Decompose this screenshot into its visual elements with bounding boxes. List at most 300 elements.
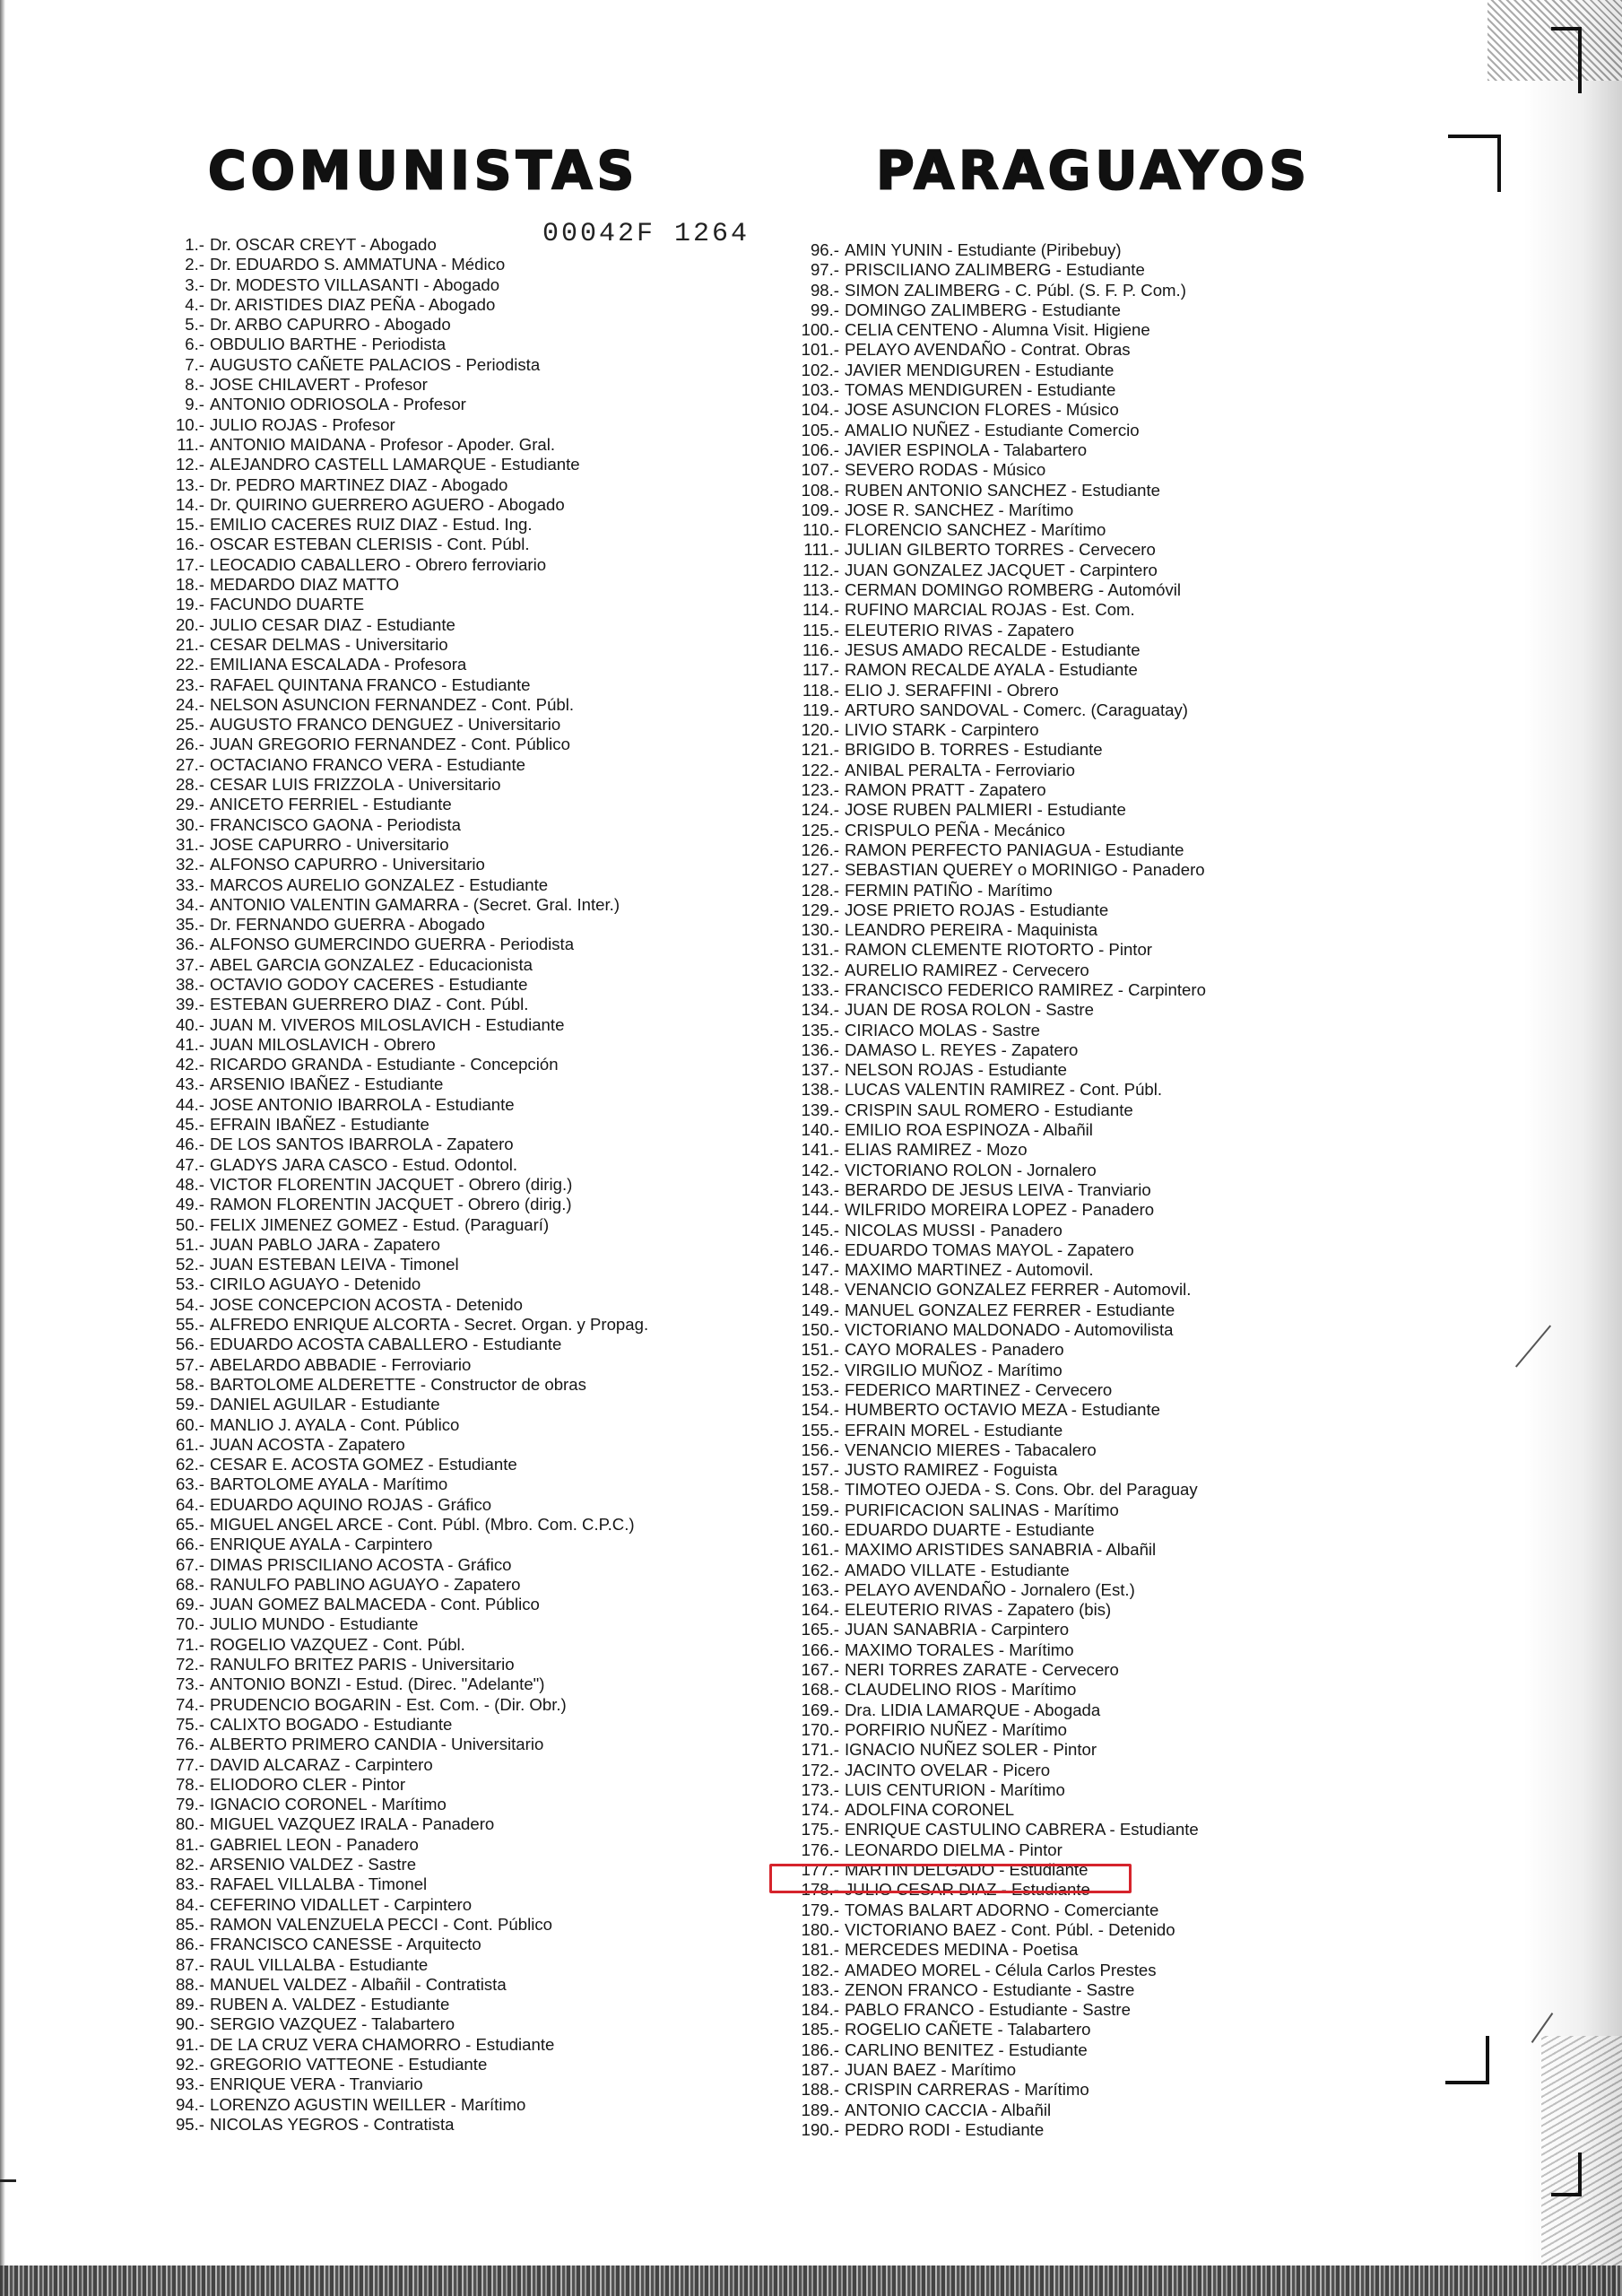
crop-mark [1448,135,1501,192]
list-entry [771,320,1345,340]
entry-number: 46.- [175,1135,204,1154]
entry-number: 2.- [185,255,204,274]
list-entry [134,675,780,695]
crop-mark [1445,2036,1489,2084]
list-entry [771,1920,1345,1940]
entry-text: MARTIN DELGADO - Estudiante [845,1860,1089,1880]
entry-text: ALFONSO CAPURRO - Universitario [210,855,485,874]
list-entry [134,1215,780,1235]
entry-number: 128.- [801,880,839,900]
entry-text: FERMIN PATIÑO - Marítimo [845,880,1053,900]
entry-text: RAMON VALENZUELA PECCI - Cont. Público [210,1914,552,1934]
entry-text: RAFAEL QUINTANA FRANCO - Estudiante [210,674,531,694]
entry-text: RAFAEL VILLALBA - Timonel [210,1874,428,1894]
entry-number: 127.- [801,860,839,880]
entry-number: 164.- [801,1600,839,1620]
list-entry [771,1660,1345,1680]
entry-text: JOSE R. SANCHEZ - Marítimo [845,500,1074,519]
list-entry [771,761,1345,780]
entry-number: 175.- [801,1820,839,1839]
list-entry [771,1140,1345,1160]
entry-number: 146.- [801,1239,839,1259]
list-entry [134,1755,780,1775]
list-entry [134,1575,780,1595]
entry-number: 10.- [175,414,204,434]
list-entry [771,740,1345,760]
list-entry [771,1440,1345,1460]
entry-text: OBDULIO BARTHE - Periodista [210,335,447,354]
list-entry [134,1175,780,1195]
entry-text: DAVID ALCARAZ - Carpintero [210,1754,433,1774]
entry-number: 6.- [185,335,204,354]
list-entry [134,1635,780,1655]
reference-number-stamp: 00042F 1264 [542,219,750,249]
entry-text: AMALIO NUÑEZ - Estudiante Comercio [845,420,1140,439]
list-entry [134,1595,780,1614]
list-entry [134,1775,780,1795]
entry-text: JUAN GOMEZ BALMACEDA - Cont. Público [210,1595,540,1614]
entry-number: 34.- [175,894,204,914]
entry-text: JOSE ASUNCION FLORES - Músico [845,400,1119,420]
entry-text: AUGUSTO CAÑETE PALACIOS - Periodista [210,354,541,374]
entry-number: 53.- [175,1274,204,1294]
list-entry [134,475,780,495]
list-entry [134,515,780,535]
list-entry [771,1820,1345,1839]
list-entry [771,1080,1345,1100]
entry-text: Dr. ARISTIDES DIAZ PEÑA - Abogado [210,294,496,314]
entry-number: 83.- [175,1874,204,1894]
list-entry [771,1500,1345,1520]
list-entry [134,1935,780,1954]
crop-mark [1551,27,1582,93]
list-entry [134,1375,780,1395]
list-entry [134,635,780,655]
scan-right-shadow [1523,0,1622,2296]
entry-number: 183.- [801,1979,839,1999]
entry-number: 67.- [175,1554,204,1574]
list-entry [134,615,780,635]
entry-number: 28.- [175,775,204,795]
entry-number: 153.- [801,1379,839,1399]
list-entry [134,1795,780,1814]
entry-number: 61.- [175,1434,204,1454]
entry-text: IGNACIO NUÑEZ SOLER - Pintor [845,1740,1097,1760]
entry-number: 45.- [175,1115,204,1135]
entry-number: 137.- [801,1060,839,1080]
entry-text: Dr. QUIRINO GUERRERO AGUERO - Abogado [210,494,565,514]
list-entry [134,575,780,595]
list-entry [134,655,780,674]
list-entry [771,900,1345,920]
entry-text: LEOCADIO CABALLERO - Obrero ferroviario [210,554,547,574]
list-entry [771,1761,1345,1780]
entry-number: 160.- [801,1520,839,1539]
list-entry [134,1315,780,1335]
entry-text: MERCEDES MEDINA - Poetisa [845,1940,1079,1960]
right-name-list [771,240,1345,2140]
entry-number: 125.- [801,820,839,839]
entry-number: 179.- [801,1900,839,1919]
entry-text: SIMON ZALIMBERG - C. Públ. (S. F. P. Com.) [845,280,1186,300]
entry-number: 62.- [175,1455,204,1474]
list-entry [134,1474,780,1494]
entry-number: 17.- [175,554,204,574]
entry-text: JUAN DE ROSA ROLON - Sastre [845,1000,1094,1020]
list-entry [771,1060,1345,1080]
entry-number: 116.- [802,639,839,659]
entry-number: 120.- [801,720,839,740]
entry-number: 97.- [810,260,839,280]
entry-number: 157.- [801,1460,839,1480]
list-entry [134,235,780,255]
entry-number: 166.- [801,1639,839,1659]
entry-text: Dr. OSCAR CREYT - Abogado [210,235,437,254]
list-entry [134,1655,780,1674]
entry-text: JOSE PRIETO ROJAS - Estudiante [845,900,1109,919]
list-entry [771,2120,1345,2140]
entry-number: 75.- [175,1714,204,1734]
entry-text: CESAR E. ACOSTA GOMEZ - Estudiante [210,1455,517,1474]
list-entry [134,835,780,855]
entry-number: 180.- [801,1919,839,1939]
list-entry [771,860,1345,880]
list-entry [771,500,1345,520]
list-entry [134,735,780,754]
entry-text: JUSTO RAMIREZ - Foguista [845,1460,1058,1480]
entry-text: JOSE CHILAVERT - Profesor [210,375,428,395]
entry-text: Dr. ARBO CAPURRO - Abogado [210,315,451,335]
entry-number: 78.- [175,1774,204,1794]
entry-number: 185.- [801,2020,839,2039]
entry-text: MIGUEL ANGEL ARCE - Cont. Públ. (Mbro. Com. C.P.C.) [210,1515,635,1534]
entry-number: 84.- [175,1894,204,1914]
entry-text: Dr. FERNANDO GUERRA - Abogado [210,915,485,935]
entry-number: 44.- [175,1094,204,1114]
entry-number: 155.- [801,1420,839,1439]
entry-text: CESAR LUIS FRIZZOLA - Universitario [210,775,501,795]
list-entry [134,915,780,935]
entry-number: 33.- [175,874,204,894]
list-entry [134,495,780,515]
entry-number: 92.- [175,2055,204,2074]
list-entry [771,780,1345,800]
entry-number: 50.- [175,1214,204,1234]
entry-number: 142.- [801,1160,839,1179]
entry-number: 19.- [175,595,204,614]
list-entry [134,1695,780,1715]
entry-number: 27.- [175,754,204,774]
entry-number: 40.- [175,1014,204,1034]
entry-text: VICTORIANO BAEZ - Cont. Públ. - Detenido [845,1919,1175,1939]
entry-text: MAXIMO TORALES - Marítimo [845,1639,1074,1659]
entry-text: ANIBAL PERALTA - Ferroviario [845,760,1075,779]
entry-text: FELIX JIMENEZ GOMEZ - Estud. (Paraguarí) [210,1214,550,1234]
list-entry [134,255,780,274]
list-entry [134,1115,780,1135]
entry-number: 32.- [175,855,204,874]
entry-text: TOMAS MENDIGUREN - Estudiante [845,380,1116,400]
entry-number: 43.- [175,1074,204,1094]
list-entry [134,1235,780,1255]
entry-number: 161.- [801,1540,839,1560]
entry-text: WILFRIDO MOREIRA LOPEZ - Panadero [845,1200,1155,1220]
entry-text: BARTOLOME AYALA - Marítimo [210,1474,448,1494]
entry-text: NICOLAS YEGROS - Contratista [210,2114,455,2134]
entry-text: JULIO MUNDO - Estudiante [210,1614,419,1634]
entry-text: DANIEL AGUILAR - Estudiante [210,1395,440,1414]
entry-number: 169.- [801,1700,839,1719]
list-entry [771,1161,1345,1180]
list-entry [771,1961,1345,1980]
entry-text: RAUL VILLALBA - Estudiante [210,1954,429,1974]
entry-text: JULIO CESAR DIAZ - Estudiante [845,1880,1090,1900]
entry-text: ZENON FRANCO - Estudiante - Sastre [845,1979,1135,1999]
entry-text: DIMAS PRISCILIANO ACOSTA - Gráfico [210,1554,512,1574]
entry-number: 80.- [175,1814,204,1834]
list-entry [771,1640,1345,1660]
entry-text: ABEL GARCIA GONZALEZ - Educacionista [210,954,533,974]
entry-number: 38.- [175,974,204,994]
list-entry [134,295,780,315]
entry-text: JACINTO OVELAR - Picero [845,1760,1051,1779]
entry-text: FRANCISCO FEDERICO RAMIREZ - Carpintero [845,979,1206,999]
list-entry [134,435,780,455]
entry-text: CLAUDELINO RIOS - Marítimo [845,1680,1077,1700]
list-entry [134,1395,780,1414]
list-entry [134,1074,780,1094]
entry-text: MEDARDO DIAZ MATTO [210,575,400,595]
entry-text: EMILIO ROA ESPINOZA - Albañil [845,1120,1093,1140]
list-entry [134,1195,780,1214]
entry-text: PELAYO AVENDAÑO - Jornalero (Est.) [845,1579,1135,1599]
entry-text: Dr. MODESTO VILLASANTI - Abogado [210,274,500,294]
entry-text: CEFERINO VIDALLET - Carpintero [210,1894,473,1914]
entry-text: LUCAS VALENTIN RAMIREZ - Cont. Públ. [845,1080,1163,1100]
entry-text: EDUARDO ACOSTA CABALLERO - Estudiante [210,1335,562,1354]
entry-text: CRISPIN SAUL ROMERO - Estudiante [845,1100,1133,1119]
entry-text: CRISPULO PEÑA - Mecánico [845,820,1065,839]
list-entry [134,595,780,614]
entry-number: 112.- [802,560,839,579]
list-entry [771,1800,1345,1820]
entry-number: 144.- [801,1200,839,1220]
entry-number: 124.- [801,800,839,820]
entry-text: AMADEO MOREL - Célula Carlos Prestes [845,1960,1157,1979]
list-entry [771,1520,1345,1540]
entry-text: ELEUTERIO RIVAS - Zapatero (bis) [845,1600,1112,1620]
entry-text: MAXIMO ARISTIDES SANABRIA - Albañil [845,1540,1157,1560]
entry-text: ANTONIO ODRIOSOLA - Profesor [210,395,466,414]
entry-number: 148.- [801,1280,839,1300]
list-entry [134,535,780,554]
entry-text: RANULFO PABLINO AGUAYO - Zapatero [210,1574,521,1594]
entry-number: 149.- [801,1300,839,1319]
entry-number: 60.- [175,1414,204,1434]
list-entry [134,555,780,575]
entry-text: JUAN SANABRIA - Carpintero [845,1620,1070,1639]
list-entry [771,1600,1345,1620]
list-entry [134,375,780,395]
entry-text: JUAN GONZALEZ JACQUET - Carpintero [845,560,1158,579]
entry-number: 181.- [801,1940,839,1960]
entry-text: DOMINGO ZALIMBERG - Estudiante [845,300,1121,319]
entry-text: JOSE CAPURRO - Universitario [210,834,449,854]
entry-number: 3.- [185,274,204,294]
entry-text: EFRAIN MOREL - Estudiante [845,1420,1063,1439]
entry-text: AURELIO RAMIREZ - Cervecero [845,960,1089,979]
entry-text: JUAN BAEZ - Marítimo [845,2060,1017,2080]
entry-number: 51.- [175,1234,204,1254]
entry-number: 136.- [801,1039,839,1059]
list-entry [134,1614,780,1634]
list-entry [134,1855,780,1874]
list-entry [771,600,1345,620]
entry-number: 93.- [175,2074,204,2094]
entry-number: 167.- [801,1660,839,1680]
list-entry [771,481,1345,500]
entry-number: 132.- [801,960,839,979]
entry-text: MARCOS AURELIO GONZALEZ - Estudiante [210,874,549,894]
list-entry [134,275,780,295]
entry-number: 56.- [175,1335,204,1354]
entry-text: ARTURO SANDOVAL - Comerc. (Caraguatay) [845,700,1188,719]
entry-number: 88.- [175,1974,204,1994]
entry-number: 26.- [175,735,204,754]
list-entry [771,340,1345,360]
entry-text: DE LOS SANTOS IBARROLA - Zapatero [210,1135,514,1154]
entry-text: MANLIO J. AYALA - Cont. Público [210,1414,460,1434]
entry-text: CESAR DELMAS - Universitario [210,634,448,654]
entry-text: ENRIQUE CASTULINO CABRERA - Estudiante [845,1820,1199,1839]
entry-text: AMADO VILLATE - Estudiante [845,1560,1070,1579]
entry-number: 172.- [801,1760,839,1779]
list-entry [771,1700,1345,1720]
entry-number: 9.- [185,395,204,414]
entry-number: 171.- [801,1740,839,1760]
entry-number: 143.- [801,1179,839,1199]
list-entry [134,715,780,735]
entry-number: 139.- [801,1100,839,1119]
entry-number: 107.- [801,460,839,480]
entry-text: DAMASO L. REYES - Zapatero [845,1039,1079,1059]
list-entry [771,2100,1345,2120]
list-entry [771,1380,1345,1400]
list-entry [771,1400,1345,1420]
list-entry [771,980,1345,1000]
entry-text: EDUARDO DUARTE - Estudiante [845,1520,1095,1539]
list-entry [134,1715,780,1735]
list-entry [771,561,1345,580]
entry-number: 177.- [801,1860,839,1880]
entry-text: BARTOLOME ALDERETTE - Constructor de obras [210,1374,586,1394]
entry-number: 68.- [175,1574,204,1594]
list-entry [134,1095,780,1115]
entry-text: ENRIQUE AYALA - Carpintero [210,1535,433,1554]
entry-number: 119.- [802,700,839,719]
list-entry [134,455,780,474]
entry-text: CAYO MORALES - Panadero [845,1340,1064,1360]
entry-text: OSCAR ESTEBAN CLERISIS - Cont. Públ. [210,535,530,554]
entry-text: ELIODORO CLER - Pintor [210,1774,406,1794]
entry-number: 15.- [175,515,204,535]
list-entry [771,440,1345,460]
entry-text: TOMAS BALART ADORNO - Comerciante [845,1900,1159,1919]
entry-number: 22.- [175,655,204,674]
entry-text: PRISCILIANO ZALIMBERG - Estudiante [845,260,1145,280]
list-entry [771,1221,1345,1240]
entry-number: 91.- [175,2034,204,2054]
entry-number: 99.- [810,300,839,319]
entry-text: BRIGIDO B. TORRES - Estudiante [845,740,1103,760]
list-entry [771,1900,1345,1920]
list-entry [134,1274,780,1294]
list-entry [771,281,1345,300]
entry-number: 122.- [801,760,839,779]
list-entry [771,1200,1345,1220]
entry-text: JULIO ROJAS - Profesor [210,414,395,434]
entry-number: 117.- [802,660,839,680]
list-entry [134,795,780,814]
entry-number: 162.- [801,1560,839,1579]
entry-number: 11.- [177,434,204,454]
entry-text: OCTACIANO FRANCO VERA - Estudiante [210,754,525,774]
list-entry [771,520,1345,540]
list-entry [134,1975,780,1995]
entry-text: BERARDO DE JESUS LEIVA - Tranviario [845,1179,1151,1199]
list-entry [134,2035,780,2055]
entry-number: 170.- [801,1719,839,1739]
list-entry [134,415,780,435]
entry-number: 150.- [801,1320,839,1340]
entry-text: JESUS AMADO RECALDE - Estudiante [845,639,1141,659]
list-entry [771,700,1345,720]
list-entry [134,1295,780,1315]
entry-text: EDUARDO TOMAS MAYOL - Zapatero [845,1239,1134,1259]
entry-number: 98.- [810,280,839,300]
entry-number: 23.- [175,674,204,694]
entry-number: 156.- [801,1439,839,1459]
entry-text: MAXIMO MARTINEZ - Automovil. [845,1260,1094,1280]
entry-number: 174.- [801,1800,839,1820]
list-entry [771,380,1345,400]
entry-text: RAMON FLORENTIN JACQUET - Obrero (dirig.) [210,1195,572,1214]
entry-number: 131.- [801,940,839,960]
entry-number: 29.- [175,795,204,814]
entry-number: 109.- [801,500,839,519]
entry-text: JUAN M. VIVEROS MILOSLAVICH - Estudiante [210,1014,565,1034]
entry-number: 129.- [801,900,839,919]
entry-text: HUMBERTO OCTAVIO MEZA - Estudiante [845,1400,1160,1420]
entry-text: ANTONIO MAIDANA - Profesor - Apoder. Gral. [210,434,556,454]
entry-text: ALEJANDRO CASTELL LAMARQUE - Estudiante [210,455,580,474]
entry-text: JULIO CESAR DIAZ - Estudiante [210,614,455,634]
entry-text: VIRGILIO MUÑOZ - Marítimo [845,1360,1063,1379]
entry-text: ENRIQUE VERA - Tranviario [210,2074,423,2094]
list-entry [771,2040,1345,2060]
entry-number: 135.- [801,1020,839,1039]
entry-number: 7.- [185,354,204,374]
entry-text: MIGUEL VAZQUEZ IRALA - Panadero [210,1814,495,1834]
entry-number: 173.- [801,1779,839,1799]
list-entry [134,1455,780,1474]
entry-number: 189.- [801,2100,839,2119]
entry-number: 37.- [175,954,204,974]
entry-text: JOSE CONCEPCION ACOSTA - Detenido [210,1294,523,1314]
entry-text: ALFREDO ENRIQUE ALCORTA - Secret. Organ. y Propag. [210,1315,649,1335]
list-entry [134,315,780,335]
entry-text: GLADYS JARA CASCO - Estud. Odontol. [210,1154,518,1174]
